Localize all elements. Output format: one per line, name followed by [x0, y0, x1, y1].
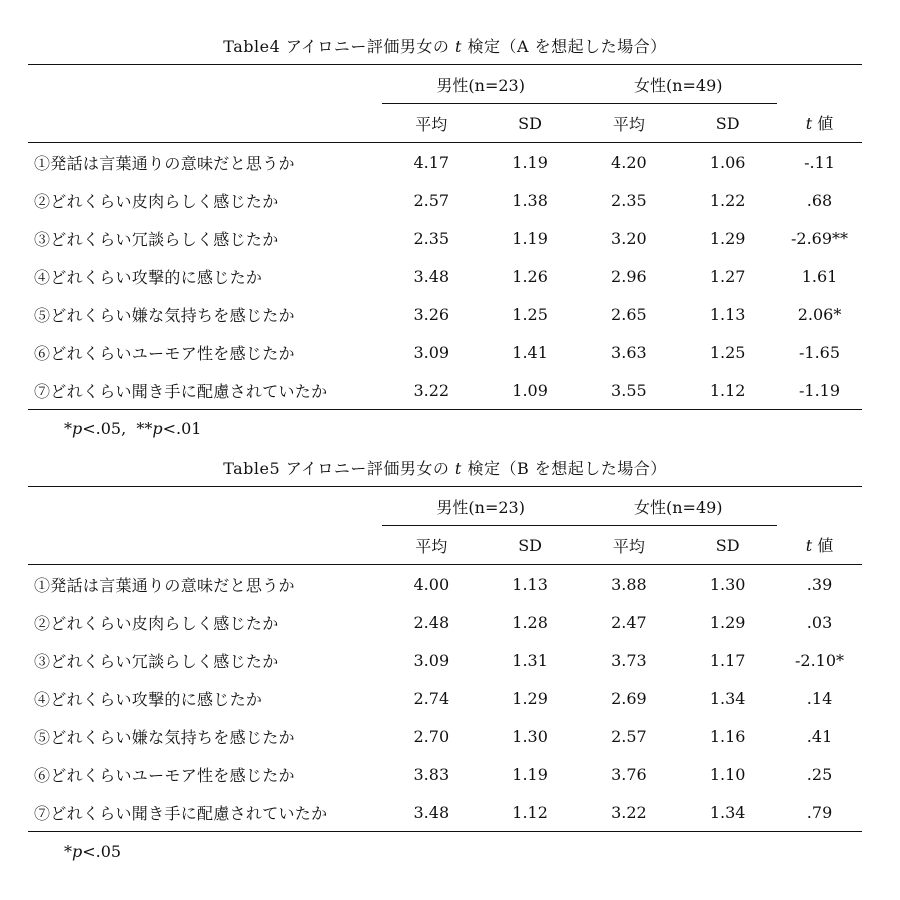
row-label: ④どれくらい攻撃的に感じたか	[34, 689, 263, 709]
male-sd: 1.29	[512, 688, 548, 708]
male-mean: 2.70	[413, 726, 450, 746]
t-value: .14	[806, 688, 833, 708]
male-mean: 4.00	[413, 574, 450, 594]
male-sd: 1.13	[512, 574, 548, 594]
row-label: ⑦どれくらい聞き手に配慮されていたか	[34, 803, 328, 823]
female-mean: 4.20	[611, 152, 647, 172]
female-sd: 1.10	[709, 764, 746, 784]
female-sd: 1.22	[709, 190, 746, 210]
female-mean: 2.65	[611, 304, 647, 324]
row-label: ①発話は言葉通りの意味だと思うか	[34, 153, 295, 173]
female-sd: 1.16	[709, 726, 746, 746]
male-sd: 1.31	[512, 650, 548, 670]
female-mean: 3.55	[611, 380, 647, 400]
female-mean: 3.88	[611, 574, 647, 594]
row-label: ②どれくらい皮肉らしく感じたか	[34, 613, 279, 633]
t-value: .41	[806, 726, 833, 746]
t-value: .39	[806, 574, 833, 594]
row-label: ①発話は言葉通りの意味だと思うか	[34, 575, 295, 595]
table5-caption	[28, 456, 862, 479]
row-label: ⑤どれくらい嫌な気持ちを感じたか	[34, 305, 295, 325]
female-mean: 3.22	[611, 802, 647, 822]
female-mean: 3.20	[611, 228, 647, 248]
table4-group-male: 男性(n=23)	[382, 65, 580, 104]
female-mean: 2.69	[611, 688, 647, 708]
row-label: ⑤どれくらい嫌な気持ちを感じたか	[34, 727, 295, 747]
male-mean: 4.17	[413, 152, 450, 172]
male-sd: 1.09	[512, 380, 548, 400]
male-sd: 1.30	[512, 726, 548, 746]
table4-col-male-mean: 平均	[415, 114, 448, 134]
table5-caption-prefix: Table5 アイロニー評価男女の	[223, 459, 455, 478]
male-mean: 3.48	[413, 266, 450, 286]
table-row	[28, 257, 862, 295]
t-value: .25	[806, 764, 833, 784]
male-mean: 2.48	[413, 612, 450, 632]
table4-caption-prefix: Table4 アイロニー評価男女の	[223, 37, 456, 56]
row-label: ③どれくらい冗談らしく感じたか	[34, 229, 279, 249]
table-row	[28, 679, 862, 717]
table4-col-female-mean: 平均	[612, 114, 645, 134]
male-mean: 3.09	[413, 650, 450, 670]
female-sd: 1.30	[709, 574, 746, 594]
table-row	[28, 793, 862, 832]
row-label: ②どれくらい皮肉らしく感じたか	[34, 191, 279, 211]
female-sd: 1.34	[709, 688, 746, 708]
male-sd: 1.25	[512, 304, 548, 324]
male-sd: 1.12	[512, 802, 548, 822]
table5-col-male-mean: 平均	[415, 536, 448, 556]
female-mean: 3.76	[611, 764, 647, 784]
female-sd: 1.29	[709, 228, 746, 248]
female-sd: 1.17	[709, 650, 746, 670]
female-sd: 1.13	[709, 304, 746, 324]
female-sd: 1.06	[709, 152, 746, 172]
male-mean: 3.09	[413, 342, 450, 362]
table-row	[28, 143, 862, 182]
table5-caption-suffix: 検定（B を想起した場合）	[461, 459, 667, 478]
t-value: .03	[806, 612, 833, 632]
table-row	[28, 755, 862, 793]
table-row	[28, 717, 862, 755]
table5-col-t: t 値	[805, 536, 834, 556]
male-sd: 1.19	[512, 228, 548, 248]
female-sd: 1.34	[709, 802, 746, 822]
male-sd: 1.19	[512, 764, 548, 784]
row-label: ⑥どれくらいユーモア性を感じたか	[34, 765, 295, 785]
table5	[28, 486, 862, 832]
t-value: -.11	[804, 152, 835, 172]
table5-col-female-mean: 平均	[612, 536, 645, 556]
table4-col-female-sd: SD	[715, 113, 740, 133]
table-row	[28, 641, 862, 679]
table-row	[28, 333, 862, 371]
table5-column-header-row	[28, 526, 862, 565]
row-label: ③どれくらい冗談らしく感じたか	[34, 651, 279, 671]
female-mean: 3.63	[611, 342, 647, 362]
table5-col-male-sd: SD	[518, 535, 542, 555]
table-row	[28, 371, 862, 410]
t-value: -2.10*	[795, 650, 845, 670]
table5-note: *p<.05	[64, 842, 122, 861]
female-mean: 3.73	[611, 650, 647, 670]
male-mean: 3.22	[413, 380, 450, 400]
table4-column-header-row	[28, 104, 862, 143]
t-value: -2.69**	[791, 228, 849, 248]
table5-group-female: 女性(n=49)	[579, 487, 777, 526]
table4	[28, 64, 862, 410]
table4-col-male-sd: SD	[518, 113, 542, 133]
t-value: -1.65	[799, 342, 841, 362]
male-sd: 1.41	[512, 342, 548, 362]
female-mean: 2.96	[611, 266, 647, 286]
table5-group-header-row	[28, 487, 862, 526]
female-sd: 1.27	[709, 266, 746, 286]
row-label: ④どれくらい攻撃的に感じたか	[34, 267, 263, 287]
female-sd: 1.12	[709, 380, 746, 400]
male-sd: 1.38	[512, 190, 548, 210]
male-sd: 1.19	[512, 152, 548, 172]
table4-caption-t: t	[455, 37, 462, 56]
male-mean: 3.83	[413, 764, 450, 784]
male-mean: 2.57	[413, 190, 450, 210]
table5-group-male: 男性(n=23)	[382, 487, 580, 526]
female-mean: 2.47	[611, 612, 647, 632]
table4-group-female: 女性(n=49)	[579, 65, 777, 104]
t-value: .79	[806, 802, 833, 822]
male-sd: 1.26	[512, 266, 548, 286]
table-row	[28, 565, 862, 604]
t-value: -1.19	[799, 380, 841, 400]
table4-caption	[28, 34, 862, 57]
t-value: .68	[806, 190, 833, 210]
table-row	[28, 219, 862, 257]
male-mean: 2.35	[413, 228, 450, 248]
t-value: 2.06*	[797, 304, 842, 324]
table4-col-t: t 値	[805, 114, 834, 134]
male-mean: 3.26	[413, 304, 450, 324]
table4-note: *p<.05, **p<.01	[64, 419, 202, 438]
male-mean: 2.74	[413, 688, 450, 708]
female-mean: 2.35	[611, 190, 647, 210]
male-sd: 1.28	[512, 612, 548, 632]
table-row	[28, 295, 862, 333]
male-mean: 3.48	[413, 802, 450, 822]
row-label: ⑥どれくらいユーモア性を感じたか	[34, 343, 295, 363]
row-label: ⑦どれくらい聞き手に配慮されていたか	[34, 381, 328, 401]
t-value: 1.61	[801, 266, 838, 286]
table-row	[28, 181, 862, 219]
table-row	[28, 603, 862, 641]
female-mean: 2.57	[611, 726, 647, 746]
table5-col-female-sd: SD	[715, 535, 740, 555]
table5-caption-t: t	[454, 459, 462, 478]
female-sd: 1.29	[709, 612, 746, 632]
female-sd: 1.25	[709, 342, 746, 362]
table4-caption-suffix: 検定（A を想起した場合）	[461, 37, 667, 56]
table4-group-header-row	[28, 65, 862, 104]
